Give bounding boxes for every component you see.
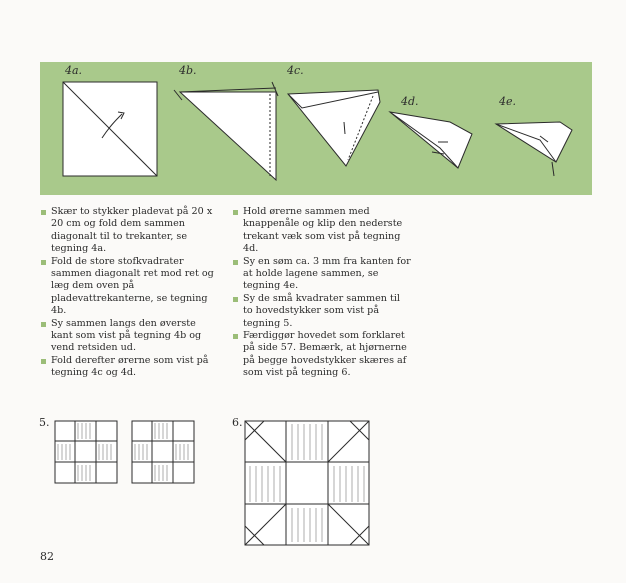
figure-4c-label: 4c. bbox=[287, 64, 304, 77]
instruction-item: Færdiggør hovedet som forklaret på side 57. Bemærk, at hjørnerne på begge hovedstykker skæres af som vist på tegning 6. bbox=[232, 330, 412, 380]
figure-4a-label: 4a. bbox=[65, 64, 83, 77]
figure-4-drawings bbox=[40, 62, 592, 195]
instruction-item: Sy sammen langs den øverste kant som vist på tegning 4b og vend retsiden ud. bbox=[40, 318, 220, 355]
figure-5-label: 5. bbox=[39, 416, 50, 429]
page-number: 82 bbox=[40, 550, 54, 563]
figure-4b-label: 4b. bbox=[179, 64, 197, 77]
instruction-item: Sy en søm ca. 3 mm fra kanten for at holde lagene sammen, se tegning 4e. bbox=[232, 256, 412, 293]
fold-square-4a bbox=[63, 82, 157, 176]
fold-ears-4d bbox=[390, 112, 472, 168]
instruction-item: Sy de små kvadrater sammen til to hovedstykker som vist på tegning 5. bbox=[232, 293, 412, 330]
instruction-item: Hold ørerne sammen med knappenåle og klip den nederste trekant væk som vist på tegning 4d. bbox=[232, 206, 412, 256]
fold-triangle-4b bbox=[174, 82, 278, 180]
instruction-item: Skær to stykker pladevat på 20 x 20 cm og fold dem sammen diagonalt til to trekanter, se tegning 4a. bbox=[40, 206, 220, 256]
fold-cone-4c bbox=[288, 90, 380, 166]
instructions-right-column bbox=[232, 206, 412, 380]
instruction-item: Fold derefter ørerne som vist på tegning 4c og 4d. bbox=[40, 355, 220, 380]
figure-5-blocks bbox=[54, 420, 214, 484]
instructions-left-column bbox=[40, 206, 220, 380]
fold-final-4e bbox=[496, 122, 572, 176]
instruction-item: Fold de store stofkvadrater sammen diagonalt ret mod ret og læg dem oven på pladevattrekanterne, se tegning 4b. bbox=[40, 256, 220, 318]
figure-6-label: 6. bbox=[232, 416, 243, 429]
figure-6-block bbox=[244, 420, 372, 548]
figure-4e-label: 4e. bbox=[499, 95, 517, 108]
figure-4d-label: 4d. bbox=[401, 95, 419, 108]
figure-4-panel bbox=[40, 62, 592, 195]
